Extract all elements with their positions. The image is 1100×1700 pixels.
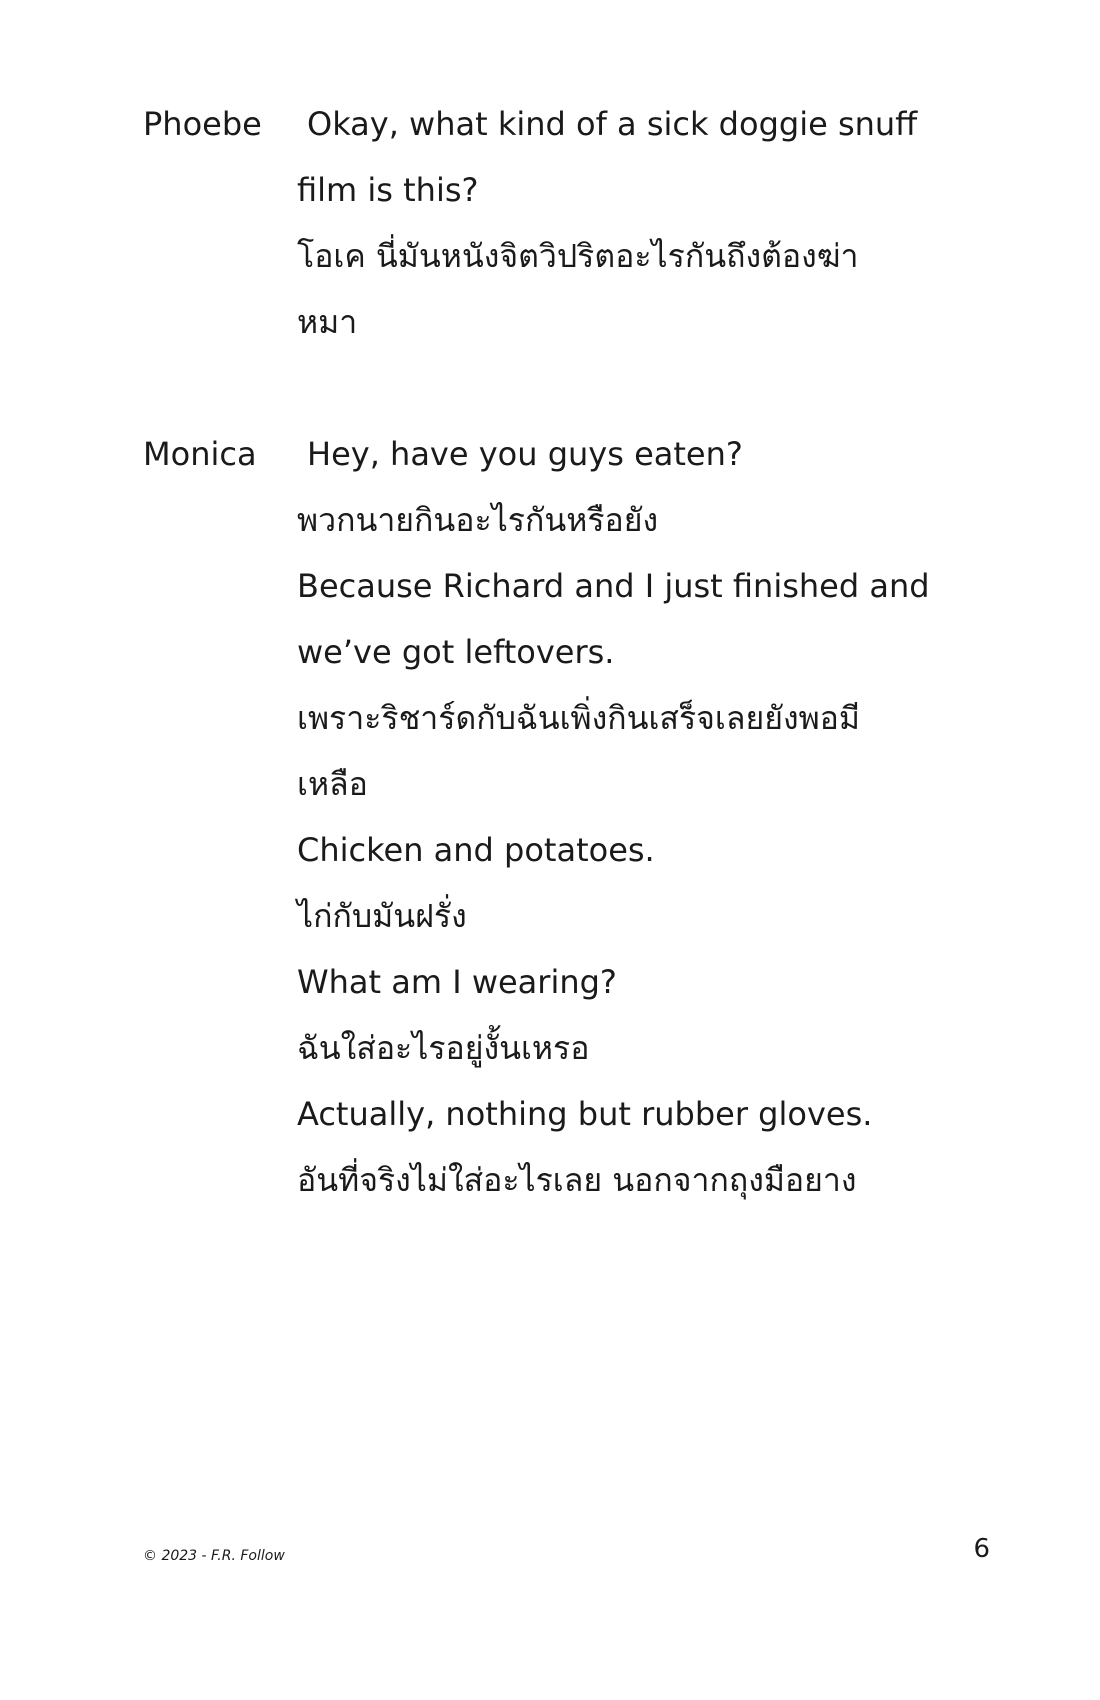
dialogue-line-thai: พวกนายกินอะไรกันหรือยัง	[297, 501, 659, 539]
dialogue-line: Actually, nothing but rubber gloves.	[297, 1095, 873, 1133]
dialogue-lines	[297, 421, 977, 1213]
dialogue-line-thai: โอเค นี่มันหนังจิตวิปริตอะไรกันถึงต้องฆ่า	[297, 237, 859, 275]
dialogue-lines	[297, 91, 977, 355]
speaker-name: Phoebe	[143, 105, 262, 143]
dialogue-line-thai: ฉันใส่อะไรอยู่งั้นเหรอ	[297, 1029, 590, 1067]
dialogue-line: we’ve got leftovers.	[297, 633, 615, 671]
dialogue-line-thai: เหลือ	[297, 765, 368, 803]
dialogue-line-thai: เพราะริชาร์ดกับฉันเพิ่งกินเสร็จเลยยังพอมี	[297, 699, 860, 737]
dialogue-line: Because Richard and I just finished and	[297, 567, 930, 605]
dialogue-line: Okay, what kind of a sick doggie snuff	[307, 105, 918, 143]
dialogue-line: Hey, have you guys eaten?	[307, 435, 743, 473]
dialogue-line: Chicken and potatoes.	[297, 831, 655, 869]
dialogue-line-thai: หมา	[297, 303, 358, 341]
speaker-name: Monica	[143, 435, 257, 473]
page-number: 6	[973, 1534, 990, 1564]
dialogue-line: What am I wearing?	[297, 963, 617, 1001]
dialogue-line: film is this?	[297, 171, 479, 209]
dialogue-line-thai: ไก่กับมันฝรั่ง	[297, 897, 467, 935]
dialogue-line-thai: อันที่จริงไม่ใส่อะไรเลย นอกจากถุงมือยาง	[297, 1161, 857, 1199]
copyright-notice: © 2023 - F.R. Follow	[143, 1548, 285, 1564]
